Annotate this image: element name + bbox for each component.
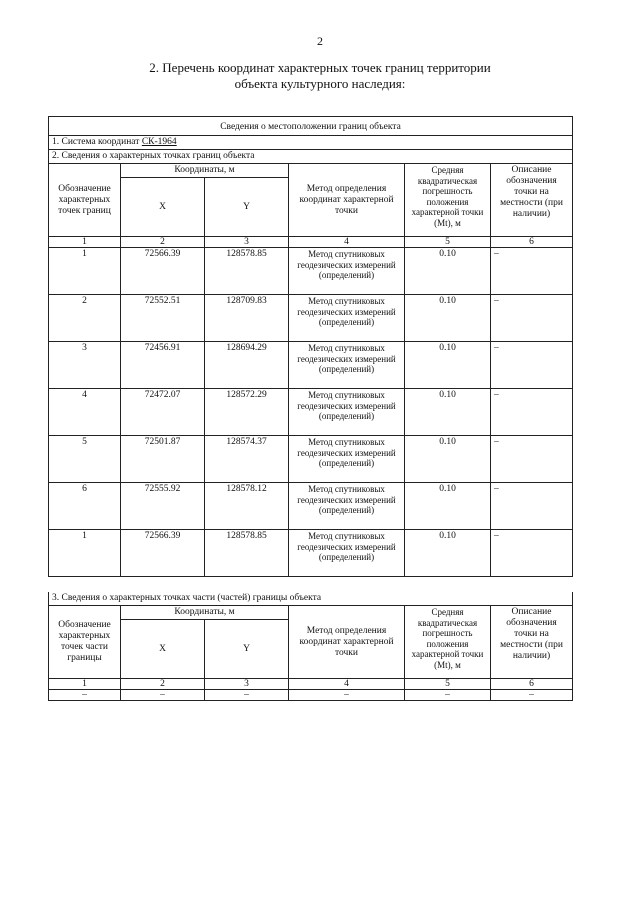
point-cell: 1 xyxy=(49,248,121,295)
point-cell: 5 xyxy=(49,436,121,483)
table-row xyxy=(49,342,573,389)
header-y: Y xyxy=(205,178,289,237)
header-point-label: Обозначение характерных точек границ xyxy=(49,164,121,237)
col-number: 4 xyxy=(289,679,405,690)
col-number: 5 xyxy=(405,237,491,248)
header-accuracy: Средняя квадратическая погрешность положения характерной точки (Mt), м xyxy=(405,606,491,679)
header-row-1 xyxy=(49,606,573,620)
x-cell: 72566.39 xyxy=(121,248,205,295)
y-cell: 128709.83 xyxy=(205,295,289,342)
section-2-row xyxy=(49,150,573,164)
method-cell: Метод спутниковых геодезических измерений (определений) xyxy=(289,436,405,483)
empty-cell: – xyxy=(121,690,205,701)
coordinate-system xyxy=(49,136,573,150)
header-method: Метод определения координат характерной точки xyxy=(289,606,405,679)
column-numbers-row xyxy=(49,679,573,690)
table-caption: Сведения о местоположении границ объекта xyxy=(49,117,573,136)
point-cell: 4 xyxy=(49,389,121,436)
empty-cell: – xyxy=(289,690,405,701)
title-line-1: 2. Перечень координат характерных точек границ территории xyxy=(149,60,491,75)
table-row xyxy=(49,436,573,483)
accuracy-cell: 0.10 xyxy=(405,295,491,342)
header-coordinates: Координаты, м xyxy=(121,606,289,620)
description-cell: – xyxy=(491,483,573,530)
col-number: 5 xyxy=(405,679,491,690)
header-x: X xyxy=(121,620,205,679)
y-cell: 128572.29 xyxy=(205,389,289,436)
header-point-label: Обозначение характерных точек части границы xyxy=(49,606,121,679)
title-line-2: объекта культурного наследия: xyxy=(234,76,406,91)
col-number: 2 xyxy=(121,237,205,248)
x-cell: 72501.87 xyxy=(121,436,205,483)
header-description: Описание обозначения точки на местности (при наличии) xyxy=(491,164,573,237)
method-cell: Метод спутниковых геодезических измерений (определений) xyxy=(289,248,405,295)
column-numbers-row xyxy=(49,237,573,248)
header-description: Описание обозначения точки на местности (при наличии) xyxy=(491,606,573,679)
col-number: 2 xyxy=(121,679,205,690)
col-number: 4 xyxy=(289,237,405,248)
point-cell: 3 xyxy=(49,342,121,389)
method-cell: Метод спутниковых геодезических измерений (определений) xyxy=(289,389,405,436)
table-row xyxy=(49,389,573,436)
col-number: 1 xyxy=(49,237,121,248)
description-cell: – xyxy=(491,342,573,389)
description-cell: – xyxy=(491,389,573,436)
point-cell: 1 xyxy=(49,530,121,577)
method-cell: Метод спутниковых геодезических измерений (определений) xyxy=(289,483,405,530)
col-number: 6 xyxy=(491,679,573,690)
section-3-row xyxy=(49,592,573,606)
accuracy-cell: 0.10 xyxy=(405,248,491,295)
empty-cell: – xyxy=(405,690,491,701)
empty-cell: – xyxy=(491,690,573,701)
x-cell: 72552.51 xyxy=(121,295,205,342)
table-row xyxy=(49,295,573,342)
method-cell: Метод спутниковых геодезических измерений (определений) xyxy=(289,530,405,577)
y-cell: 128578.85 xyxy=(205,248,289,295)
x-cell: 72472.07 xyxy=(121,389,205,436)
point-cell: 6 xyxy=(49,483,121,530)
empty-cell: – xyxy=(205,690,289,701)
boundary-part-coordinates-table xyxy=(48,592,573,701)
header-accuracy: Средняя квадратическая погрешность положения характерной точки (Mt), м xyxy=(405,164,491,237)
y-cell: 128574.37 xyxy=(205,436,289,483)
document-title xyxy=(60,60,580,92)
header-y: Y xyxy=(205,620,289,679)
coordinate-system-label: 1. Система координат xyxy=(52,137,142,147)
table-row xyxy=(49,690,573,701)
method-cell: Метод спутниковых геодезических измерений (определений) xyxy=(289,295,405,342)
coordinate-system-value: СК-1964 xyxy=(141,137,177,147)
header-row-1 xyxy=(49,164,573,178)
point-cell: 2 xyxy=(49,295,121,342)
coordinate-system-row xyxy=(49,136,573,150)
method-cell: Метод спутниковых геодезических измерений (определений) xyxy=(289,342,405,389)
empty-cell: – xyxy=(49,690,121,701)
col-number: 6 xyxy=(491,237,573,248)
x-cell: 72566.39 xyxy=(121,530,205,577)
description-cell: – xyxy=(491,530,573,577)
accuracy-cell: 0.10 xyxy=(405,389,491,436)
accuracy-cell: 0.10 xyxy=(405,342,491,389)
accuracy-cell: 0.10 xyxy=(405,530,491,577)
x-cell: 72555.92 xyxy=(121,483,205,530)
col-number: 3 xyxy=(205,237,289,248)
y-cell: 128578.85 xyxy=(205,530,289,577)
header-x: X xyxy=(121,178,205,237)
table-row xyxy=(49,483,573,530)
section-2-title: 2. Сведения о характерных точках границ объекта xyxy=(49,150,573,164)
accuracy-cell: 0.10 xyxy=(405,436,491,483)
description-cell: – xyxy=(491,436,573,483)
boundary-coordinates-table xyxy=(48,116,573,577)
section-3-title: 3. Сведения о характерных точках части (частей) границы объекта xyxy=(49,592,573,606)
x-cell: 72456.91 xyxy=(121,342,205,389)
header-coordinates: Координаты, м xyxy=(121,164,289,178)
col-number: 3 xyxy=(205,679,289,690)
description-cell: – xyxy=(491,248,573,295)
table-row xyxy=(49,530,573,577)
col-number: 1 xyxy=(49,679,121,690)
header-method: Метод определения координат характерной точки xyxy=(289,164,405,237)
page-number: 2 xyxy=(317,34,323,48)
y-cell: 128578.12 xyxy=(205,483,289,530)
y-cell: 128694.29 xyxy=(205,342,289,389)
description-cell: – xyxy=(491,295,573,342)
accuracy-cell: 0.10 xyxy=(405,483,491,530)
table-caption-row xyxy=(49,117,573,136)
table-row xyxy=(49,248,573,295)
